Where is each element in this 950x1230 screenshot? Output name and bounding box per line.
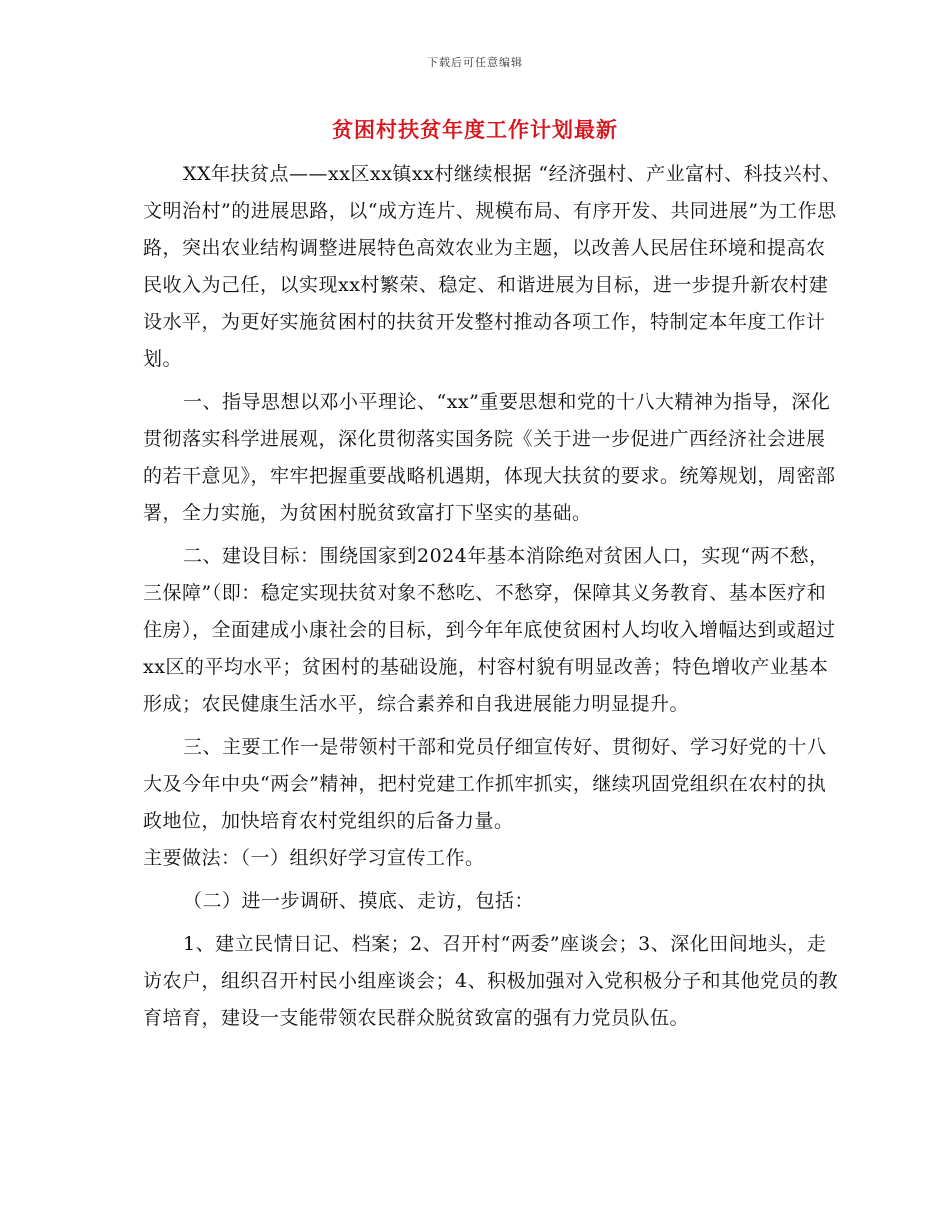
paragraph-main-method: 主要做法：（一）组织好学习宣传工作。 [143,847,485,869]
paragraph-research-visit: （二）进一步调研、摸底、走访，包括： [183,890,535,912]
paragraph-main-work: 三、主要工作一是带领村干部和党员仔细宣传好、贯彻好、学习好党的十八大及今年中央“两会”精神，把村党建工作抓牢抓实，继续巩固党组织在农村的执政地位，加快培育农村党组织的后备力量。 [143,736,827,832]
paragraph-measures-list: 1、建立民情日记、档案；2、召开村“两委”座谈会；3、深化田间地头，走访农户，组织召开村民小组座谈会；4、积极加强对入党积极分子和其他党员的教育培育，建设一支能带领农民群众脱贫致富的强有力党员队伍。 [143,933,839,1029]
paragraph-construction-goals: 二、建设目标：围绕国家到2024年基本消除绝对贫困人口，实现“两不愁，三保障”（即：稳定实现扶贫对象不愁吃、不愁穿，保障其义务教育、基本医疗和住房），全面建成小康社会的目标，到今年年底使贫困村人均收入增幅达到或超过xx区的平均水平；贫困村的基础设施，村容村貌有明显改善；特色增收产业基本形成；农民健康生活水平，综合素养和自我进展能力明显提升。 [143,545,836,715]
paragraph-intro: XX年扶贫点——xx区xx镇xx村继续根据 “经济强村、产业富村、科技兴村、文明治村”的进展思路，以“成方连片、规模布局、有序开发、共同进展”为工作思路，突出农业结构调整进展特色高效农业为主题，以改善人民居住环境和提高农民收入为己任，以实现xx村繁荣、稳定、和谐进展为目标，进一步提升新农村建设水平，为更好实施贫困村的扶贫开发整村推动各项工作，特制定本年度工作计划。 [143,163,842,370]
header-note: 下载后可任意编辑 [427,56,523,69]
paragraph-guiding-ideology: 一、指导思想以邓小平理论、“xx”重要思想和党的十八大精神为指导，深化贯彻落实科学进展观，深化贯彻落实国务院《关于进一步促进广西经济社会进展的若干意见》，牢牢把握重要战略机遇期，体现大扶贫的要求。统筹规划，周密部署，全力实施，为贫困村脱贫致富打下坚实的基础。 [143,391,836,524]
document-body [143,156,843,1043]
document-title: 贫困村扶贫年度工作计划最新 [332,117,618,142]
